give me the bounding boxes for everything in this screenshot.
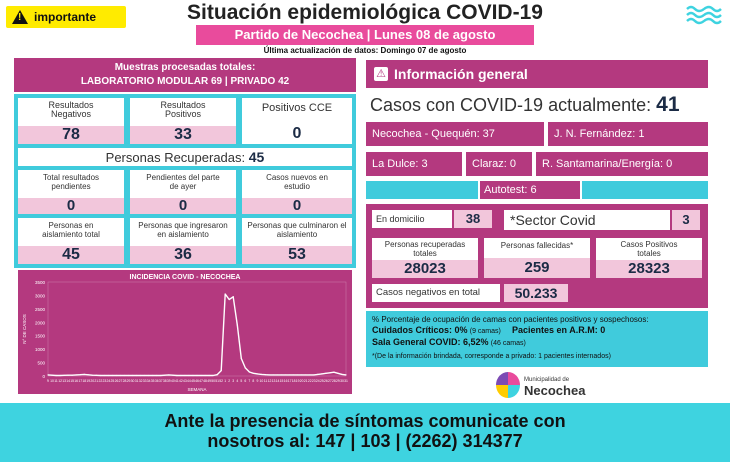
x-tick-label: 20 — [90, 379, 95, 383]
x-tick-label: 27 — [328, 379, 332, 383]
isolation-total-value: 45 — [18, 246, 124, 264]
data-point — [305, 374, 306, 375]
recovered-total-card — [372, 238, 478, 278]
cce-positives-value: 0 — [292, 125, 302, 142]
x-tick-label: 26 — [323, 379, 328, 383]
data-point — [204, 375, 205, 376]
positive-total-card — [596, 238, 702, 278]
location-necochea: Necochea - Quequén: 37 — [366, 122, 544, 146]
data-point — [273, 374, 274, 375]
x-tick-label: 6 — [244, 379, 247, 383]
pending-results-label: Total resultados pendientes — [42, 173, 100, 191]
isolation-total-label: Personas en aislamiento total — [42, 221, 100, 239]
data-point — [112, 375, 113, 376]
footer-line-1: Ante la presencia de síntomas comunicate con — [164, 411, 566, 431]
data-point — [281, 374, 282, 375]
data-point — [289, 374, 290, 375]
data-point — [172, 375, 173, 376]
deceased-card — [484, 238, 590, 278]
x-axis-label: SEMANA — [187, 387, 207, 392]
data-point — [277, 374, 278, 375]
y-tick-label: 1500 — [34, 333, 45, 339]
x-tick-label: 28 — [332, 379, 336, 383]
x-tick-label: 49 — [207, 379, 211, 383]
x-tick-label: 29 — [336, 379, 340, 383]
x-tick-label: 19 — [86, 379, 91, 383]
data-point — [104, 375, 105, 376]
data-point — [176, 375, 177, 376]
x-tick-label: 14 — [66, 379, 71, 383]
data-point — [116, 375, 117, 376]
positive-results-label: Resultados Positivos — [160, 100, 206, 119]
municipality-logo — [494, 372, 584, 402]
data-point — [237, 324, 238, 325]
x-tick-label: 2 — [228, 379, 231, 383]
location-la-dulce: La Dulce: 3 — [366, 152, 462, 176]
update-date: Última actualización de datos: Domingo 07 de agosto — [263, 46, 467, 55]
new-cases-card — [242, 170, 352, 214]
new-cases-value: 0 — [242, 198, 352, 214]
incidence-chart-svg — [18, 270, 352, 394]
data-point — [317, 374, 318, 375]
data-point — [124, 375, 125, 376]
x-tick-label: 33 — [142, 379, 147, 383]
x-tick-label: 10 — [50, 379, 54, 383]
x-tick-label: 28 — [122, 379, 127, 383]
x-tick-label: 40 — [170, 379, 175, 383]
x-tick-label: 24 — [106, 379, 111, 383]
data-point — [76, 374, 77, 375]
x-tick-label: 23 — [102, 379, 107, 383]
data-point — [192, 375, 193, 376]
y-tick-label: 2000 — [34, 320, 45, 326]
deceased-value: 259 — [484, 258, 590, 278]
x-tick-label: 32 — [138, 379, 143, 383]
samples-labs: LABORATORIO MODULAR 69 | PRIVADO 42 — [80, 76, 290, 87]
contact-footer — [0, 403, 730, 462]
data-point — [152, 375, 153, 376]
bed-occupancy-panel — [366, 311, 708, 367]
sector-covid-value: 3 — [672, 210, 700, 230]
x-tick-label: 18 — [82, 379, 87, 383]
x-tick-label: 52 — [219, 379, 224, 383]
footer-line-2: nosotros al: 147 | 103 | (2262) 314377 — [207, 431, 523, 451]
data-point — [132, 375, 133, 376]
data-point — [313, 374, 314, 375]
x-tick-label: 21 — [303, 379, 308, 383]
x-tick-label: 42 — [179, 379, 183, 383]
x-tick-label: 14 — [275, 379, 280, 383]
x-tick-label: 47 — [199, 379, 203, 383]
negative-results-label: Resultados Negativos — [48, 100, 94, 119]
data-point — [309, 374, 310, 375]
chart-plot-area — [48, 282, 346, 376]
logo-small-text: Municipalidad de — [524, 377, 570, 383]
x-tick-label: 34 — [146, 379, 151, 383]
x-tick-label: 16 — [283, 379, 288, 383]
isolation-finished-value: 53 — [242, 246, 352, 264]
data-point — [213, 375, 214, 376]
x-tick-label: 41 — [174, 379, 179, 383]
data-point — [120, 375, 121, 376]
x-tick-label: 29 — [126, 379, 131, 383]
x-tick-label: 3 — [232, 379, 235, 383]
data-point — [68, 375, 69, 376]
data-point — [261, 374, 262, 375]
isolation-entered-card — [130, 218, 236, 264]
data-point — [96, 375, 97, 376]
x-tick-label: 22 — [98, 379, 103, 383]
occupancy-note: *(De la información brindada, corresponde a privado: 1 pacientes internados) — [372, 353, 611, 360]
positive-results-card — [130, 98, 236, 144]
data-point — [217, 374, 218, 375]
data-point — [164, 375, 165, 376]
data-point — [136, 375, 137, 376]
isolation-total-card — [18, 218, 124, 264]
data-point — [229, 299, 230, 300]
data-point — [285, 374, 286, 375]
pending-yesterday-label: Pendientes del parte de ayer — [146, 173, 220, 191]
page-subtitle: Partido de Necochea | Lunes 08 de agosto — [196, 25, 534, 45]
data-point — [180, 375, 181, 376]
pending-yesterday-card — [130, 170, 236, 214]
x-tick-label: 16 — [74, 379, 79, 383]
x-tick-label: 23 — [311, 379, 316, 383]
data-point — [265, 374, 266, 375]
important-label: importante — [34, 10, 97, 24]
data-point — [100, 375, 101, 376]
data-point — [337, 373, 338, 374]
data-point — [160, 375, 161, 376]
x-tick-label: 12 — [267, 379, 272, 383]
pending-results-card — [18, 170, 124, 214]
negative-results-card — [18, 98, 124, 144]
page-title: Situación epidemiológica COVID-19 — [187, 1, 543, 24]
x-tick-label: 50 — [211, 379, 215, 383]
x-tick-label: 26 — [114, 379, 119, 383]
general-ward-label: Sala General COVID: 6,52% — [372, 337, 489, 347]
y-tick-label: 3500 — [34, 280, 45, 285]
x-tick-label: 13 — [271, 379, 276, 383]
data-point — [297, 374, 298, 375]
data-point — [245, 367, 246, 368]
data-point — [168, 374, 169, 375]
x-tick-label: 31 — [134, 379, 139, 383]
data-point — [144, 375, 145, 376]
recovered-total-label: Personas recuperadas totales — [384, 240, 466, 258]
arm-patients-label: Pacientes en A.R.M: 0 — [512, 325, 606, 335]
pending-yesterday-value: 0 — [130, 198, 236, 214]
x-tick-label: 7 — [248, 379, 251, 383]
isolation-finished-label: Personas que culminaron el aislamiento — [247, 221, 347, 239]
x-tick-label: 18 — [291, 379, 296, 383]
data-point — [200, 375, 201, 376]
totals-block — [366, 204, 708, 308]
data-point — [72, 375, 73, 376]
data-point — [59, 375, 60, 376]
data-point — [140, 375, 141, 376]
x-tick-label: 35 — [150, 379, 155, 383]
general-info-header — [366, 60, 708, 88]
x-tick-label: 37 — [158, 379, 163, 383]
y-tick-label: 1000 — [34, 347, 45, 353]
data-point — [47, 374, 48, 375]
cyan-strip-left — [366, 181, 478, 199]
data-point — [51, 375, 52, 376]
occupancy-title: % Porcentaje de ocupación de camas con pacientes positivos y sospechosos: — [372, 315, 649, 324]
x-tick-label: 22 — [307, 379, 312, 383]
data-point — [253, 373, 254, 374]
samples-header — [14, 58, 356, 92]
data-point — [257, 373, 258, 374]
samples-title: Muestras procesadas totales: — [114, 62, 256, 73]
critical-care-beds: (9 camas) — [469, 328, 501, 335]
x-tick-label: 15 — [70, 379, 75, 383]
new-cases-label: Casos nuevos en estudio — [266, 173, 328, 191]
x-tick-label: 48 — [203, 379, 207, 383]
x-tick-label: 51 — [215, 379, 220, 383]
x-tick-label: 25 — [110, 379, 115, 383]
x-tick-label: 17 — [287, 379, 292, 383]
chart-title: INCIDENCIA COVID - NECOCHEA — [129, 274, 241, 281]
data-point — [325, 373, 326, 374]
data-point — [293, 374, 294, 375]
data-point — [241, 358, 242, 359]
x-tick-label: 36 — [154, 379, 159, 383]
data-point — [88, 374, 89, 375]
recovered-row — [18, 148, 352, 166]
x-tick-label: 17 — [78, 379, 83, 383]
isolation-finished-card — [242, 218, 352, 264]
pending-results-value: 0 — [18, 198, 124, 214]
x-tick-label: 11 — [263, 379, 268, 383]
data-point — [148, 375, 149, 376]
x-tick-label: 30 — [130, 379, 135, 383]
y-tick-label: 2500 — [34, 306, 45, 312]
y-tick-label: 500 — [37, 360, 45, 366]
home-value: 38 — [454, 210, 492, 228]
general-info-title: Información general — [394, 66, 528, 82]
negative-total-value: 50.233 — [504, 284, 568, 302]
data-point — [225, 293, 226, 294]
x-tick-label: 30 — [340, 379, 344, 383]
data-point — [156, 375, 157, 376]
warning-triangle-icon — [12, 10, 28, 24]
x-tick-label: 43 — [183, 379, 187, 383]
y-tick-label: 0 — [42, 374, 45, 379]
data-point — [249, 371, 250, 372]
recovered-total-value: 28023 — [372, 260, 478, 278]
data-point — [188, 375, 189, 376]
data-point — [221, 370, 222, 371]
recovered-value: 45 — [248, 149, 265, 165]
y-axis-label: N° DE CASOS — [22, 314, 27, 344]
negative-results-value: 78 — [18, 126, 124, 144]
data-point — [92, 375, 93, 376]
x-tick-label: 9 — [256, 379, 259, 383]
data-point — [345, 374, 346, 375]
x-tick-label: 4 — [236, 379, 239, 383]
x-tick-label: 21 — [94, 379, 99, 383]
data-point — [341, 374, 342, 375]
home-label: En domicilio — [372, 210, 452, 228]
data-point — [269, 374, 270, 375]
x-tick-label: 24 — [315, 379, 320, 383]
data-point — [333, 372, 334, 373]
x-tick-label: 13 — [62, 379, 66, 383]
positive-results-value: 33 — [130, 126, 236, 144]
data-point — [301, 374, 302, 375]
x-tick-label: 12 — [58, 379, 62, 383]
active-cases-row — [366, 92, 708, 118]
x-tick-label: 15 — [279, 379, 284, 383]
x-tick-label: 44 — [187, 379, 191, 383]
data-point — [108, 375, 109, 376]
data-point — [329, 372, 330, 373]
municipality-emblem-icon — [496, 372, 520, 398]
x-tick-label: 1 — [224, 379, 227, 383]
x-tick-label: 38 — [162, 379, 167, 383]
general-ward-beds: (46 camas) — [490, 340, 526, 347]
waves-icon — [686, 4, 722, 26]
deceased-label: Personas fallecidas* — [500, 241, 574, 250]
location-santamarina: R. Santamarina/Energía: 0 — [536, 152, 708, 176]
data-point — [208, 375, 209, 376]
recovered-label: Personas Recuperadas: — [105, 150, 246, 165]
x-tick-label: 9 — [47, 379, 49, 383]
isolation-entered-value: 36 — [130, 246, 236, 264]
data-point — [128, 375, 129, 376]
x-tick-label: 8 — [252, 379, 255, 383]
location-claraz: Claraz: 0 — [466, 152, 532, 176]
cyan-strip-right — [582, 181, 708, 199]
active-cases-value: 41 — [656, 93, 680, 116]
important-badge — [6, 6, 126, 28]
cce-positives-label: Positivos CCE — [261, 102, 333, 114]
data-point — [55, 375, 56, 376]
data-point — [321, 373, 322, 374]
incidence-chart — [18, 270, 352, 394]
autotest-count: Autotest: 6 — [480, 181, 580, 199]
data-point — [196, 375, 197, 376]
data-point — [184, 375, 185, 376]
x-tick-label: 5 — [240, 379, 243, 383]
x-tick-label: 45 — [191, 379, 195, 383]
x-tick-label: 27 — [118, 379, 123, 383]
warning-icon: ⚠ — [374, 67, 388, 81]
data-point — [233, 296, 234, 297]
location-fernandez: J. N. Fernández: 1 — [548, 122, 708, 146]
active-cases-label: Casos con COVID-19 actualmente: — [370, 95, 652, 115]
x-tick-label: 11 — [54, 379, 58, 383]
isolation-entered-label: Personas que ingresaron en aislamiento — [138, 221, 228, 239]
negative-total-label: Casos negativos en total — [372, 284, 500, 302]
critical-care-label: Cuidados Críticos: 0% — [372, 325, 468, 335]
x-tick-label: 39 — [166, 379, 171, 383]
positive-total-label: Casos Positivos totales — [620, 240, 678, 258]
y-tick-label: 3000 — [34, 293, 45, 299]
cce-positives-card — [242, 98, 352, 144]
x-tick-label: 31 — [344, 379, 348, 383]
x-tick-label: 20 — [299, 379, 304, 383]
x-tick-label: 46 — [195, 379, 199, 383]
logo-name-text: Necochea — [524, 383, 586, 398]
sector-covid-label: *Sector Covid — [504, 210, 670, 230]
x-tick-label: 19 — [295, 379, 300, 383]
data-point — [64, 375, 65, 376]
positive-total-value: 28323 — [596, 260, 702, 278]
data-point — [84, 374, 85, 375]
x-tick-label: 10 — [259, 379, 264, 383]
x-tick-label: 25 — [319, 379, 324, 383]
data-point — [80, 374, 81, 375]
